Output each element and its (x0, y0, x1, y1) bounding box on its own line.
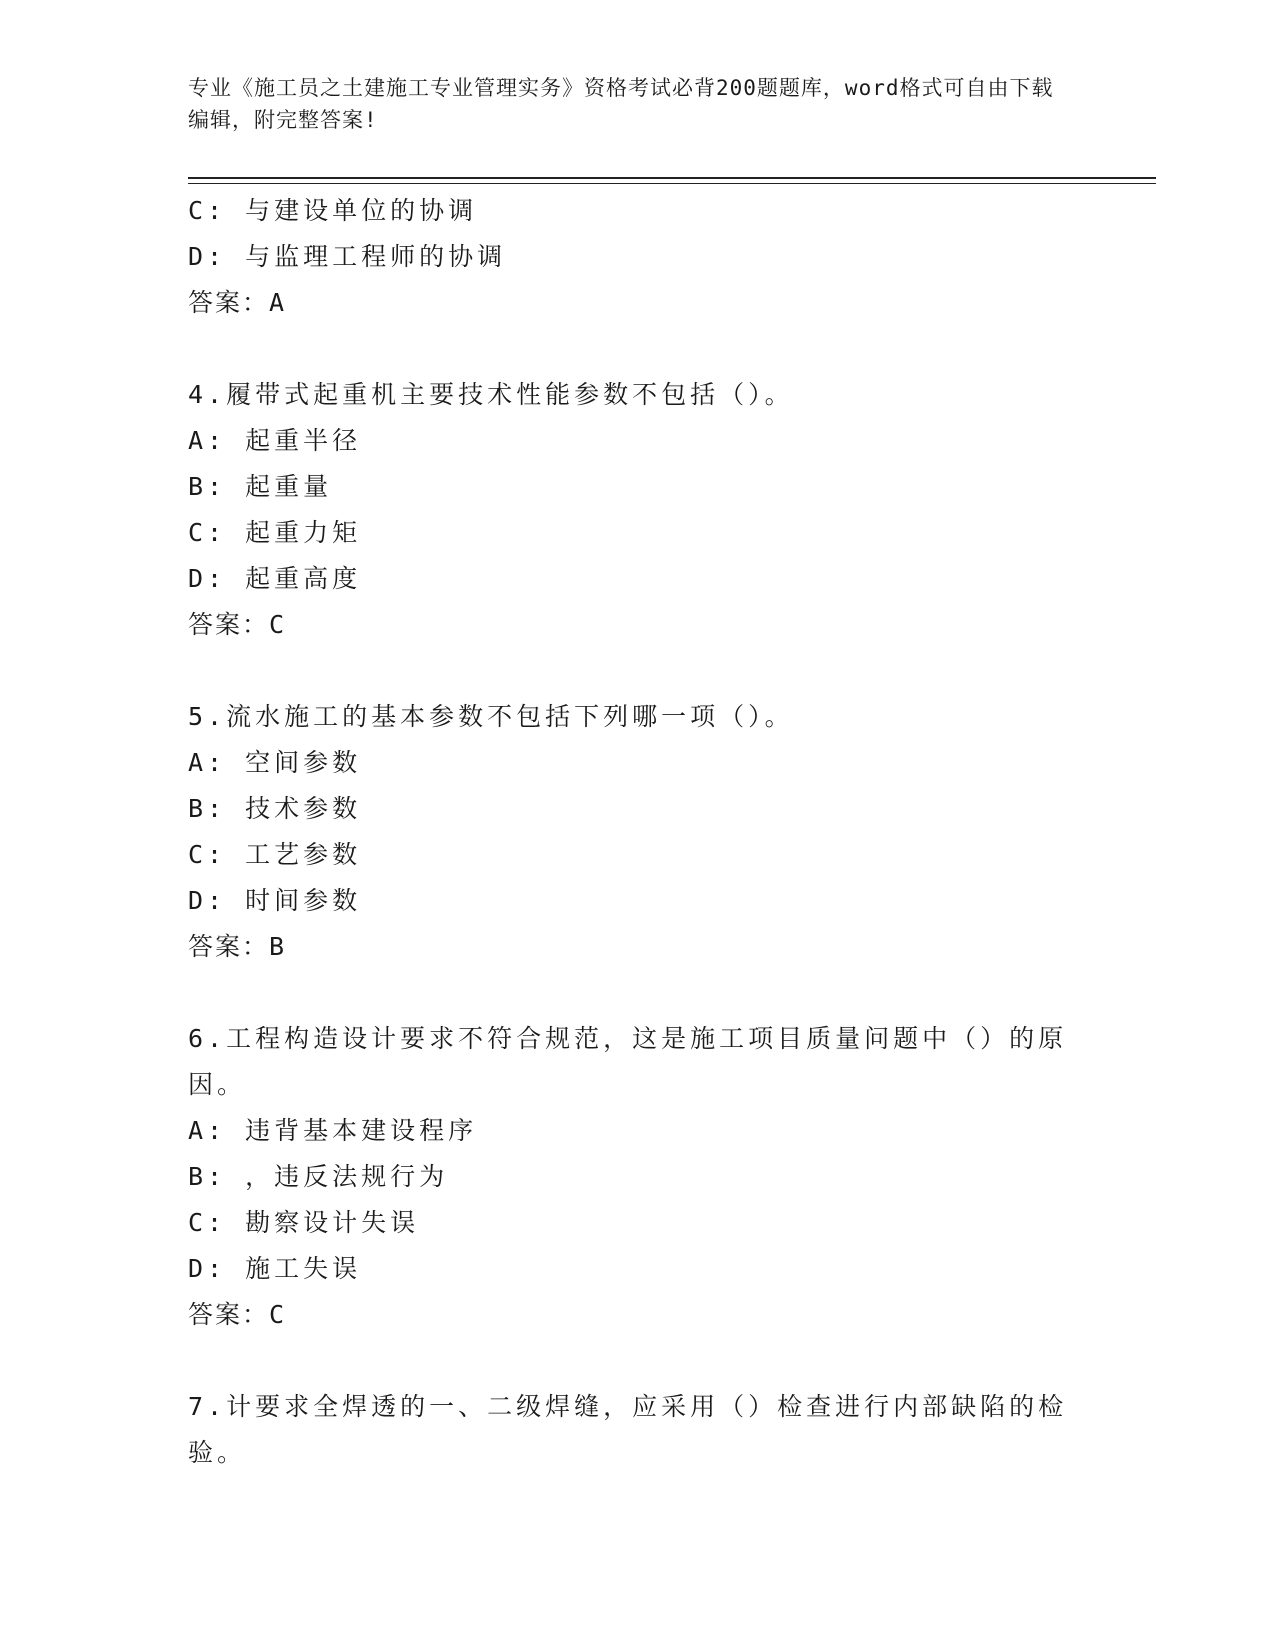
option-d: D: 施工失误 (188, 1254, 362, 1283)
answer-line: 答案：C (188, 1300, 287, 1329)
question-block-7 (188, 1384, 1068, 1476)
header-rule-thin (188, 183, 1156, 184)
answer-line: 答案：A (188, 288, 287, 317)
question-block-5 (188, 694, 1068, 970)
question-list (188, 188, 1068, 1476)
header-rule-thick (188, 177, 1156, 179)
option-c: C: 工艺参数 (188, 840, 362, 869)
option-a: A: 起重半径 (188, 426, 362, 455)
prev-question-block (188, 188, 1068, 326)
answer-line: 答案：C (188, 610, 287, 639)
option-c: C: 与建设单位的协调 (188, 196, 478, 225)
question-stem: 4.履带式起重机主要技术性能参数不包括（）。 (188, 380, 794, 409)
option-a: A: 空间参数 (188, 748, 362, 777)
option-d: D: 起重高度 (188, 564, 362, 593)
option-d: D: 时间参数 (188, 886, 362, 915)
option-c: C: 勘察设计失误 (188, 1208, 420, 1237)
question-block-6 (188, 1016, 1068, 1338)
question-stem: 6.工程构造设计要求不符合规范，这是施工项目质量问题中（）的原因。 (188, 1024, 1068, 1099)
option-a: A: 违背基本建设程序 (188, 1116, 478, 1145)
option-d: D: 与监理工程师的协调 (188, 242, 507, 271)
page-header: 专业《施工员之土建施工专业管理实务》资格考试必背200题题库，word格式可自由下载编辑，附完整答案! (188, 76, 1054, 132)
option-b: B: ，违反法规行为 (188, 1162, 449, 1191)
question-stem: 7.计要求全焊透的一、二级焊缝，应采用（）检查进行内部缺陷的检验。 (188, 1392, 1068, 1467)
option-b: B: 技术参数 (188, 794, 362, 823)
question-stem: 5.流水施工的基本参数不包括下列哪一项（）。 (188, 702, 794, 731)
question-block-4 (188, 372, 1068, 648)
option-b: B: 起重量 (188, 472, 333, 501)
option-c: C: 起重力矩 (188, 518, 362, 547)
answer-line: 答案：B (188, 932, 287, 961)
